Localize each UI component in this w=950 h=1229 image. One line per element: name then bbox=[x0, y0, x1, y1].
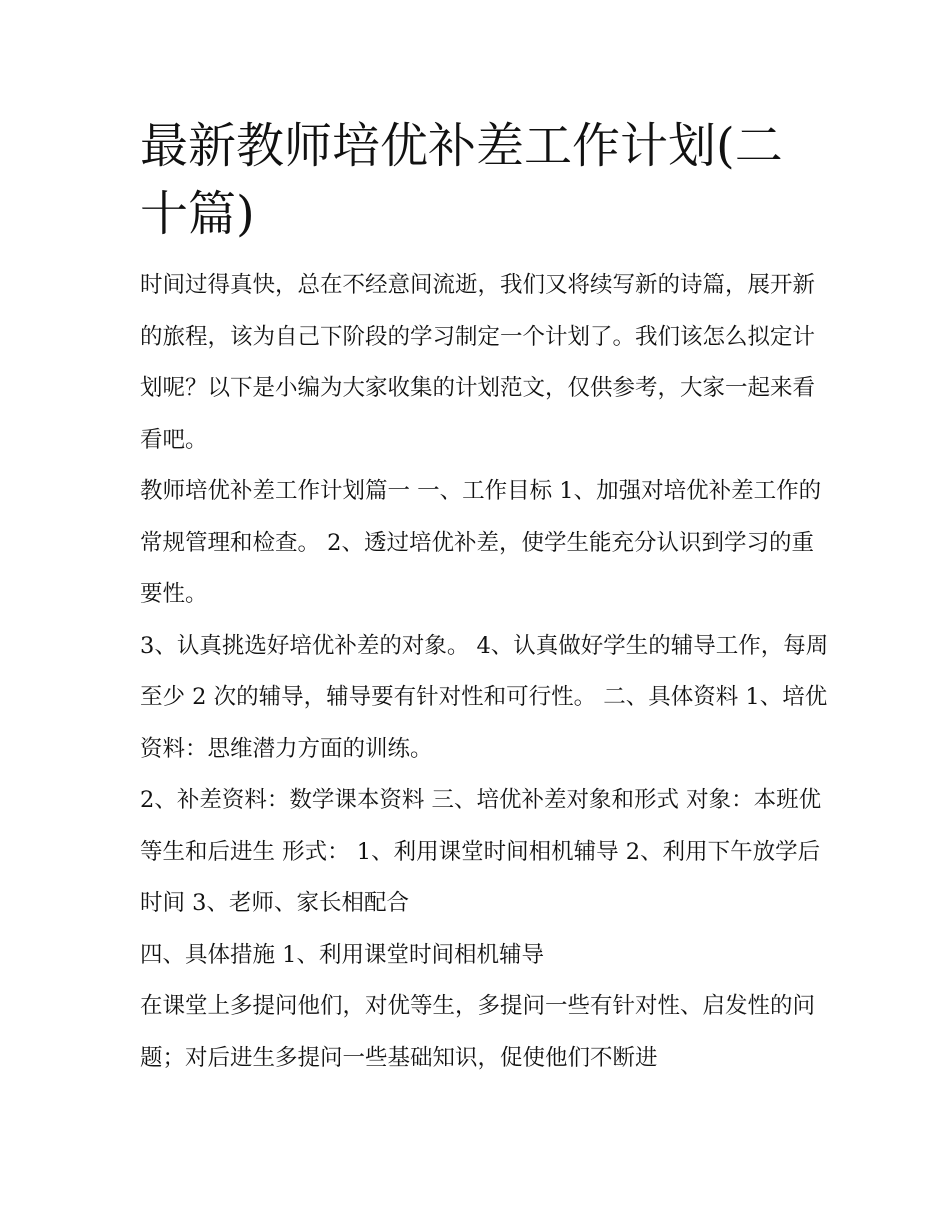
paragraph-targets: 2、补差资料：数学课本资料 三、培优补差对象和形式 对象：本班优等生和后进生 形式： 1、利用课堂时间相机辅导 2、利用下午放学后时间 3、老师、家长相配合 bbox=[140, 787, 822, 916]
document-content bbox=[140, 112, 830, 1084]
document-body bbox=[140, 260, 830, 1084]
paragraph-measures-heading: 四、具体措施 1、利用课堂时间相机辅导 bbox=[140, 941, 544, 968]
paragraph-measures: 在课堂上多提问他们，对优等生，多提问一些有针对性、启发性的问题；对后进生多提问一些基础知识，促使他们不断进 bbox=[140, 993, 816, 1071]
document-title: 最新教师培优补差工作计划(二十篇) bbox=[140, 118, 783, 242]
paragraph-selection: 3、认真挑选好培优补差的对象。 4、认真做好学生的辅导工作，每周至少 2 次的辅导，辅导要有针对性和可行性。 二、具体资料 1、培优资料：思维潜力方面的训练。 bbox=[140, 632, 829, 762]
paragraph-goals: 教师培优补差工作计划篇一 一、工作目标 1、加强对培优补差工作的常规管理和检查。 2、透过培优补差，使学生能充分认识到学习的重要性。 bbox=[140, 478, 822, 607]
paragraph-intro: 时间过得真快，总在不经意间流逝，我们又将续写新的诗篇，展开新的旅程，该为自己下阶段的学习制定一个计划了。我们该怎么拟定计划呢？以下是小编为大家收集的计划范文，仅供参考，大家一起来看看吧。 bbox=[140, 272, 816, 453]
